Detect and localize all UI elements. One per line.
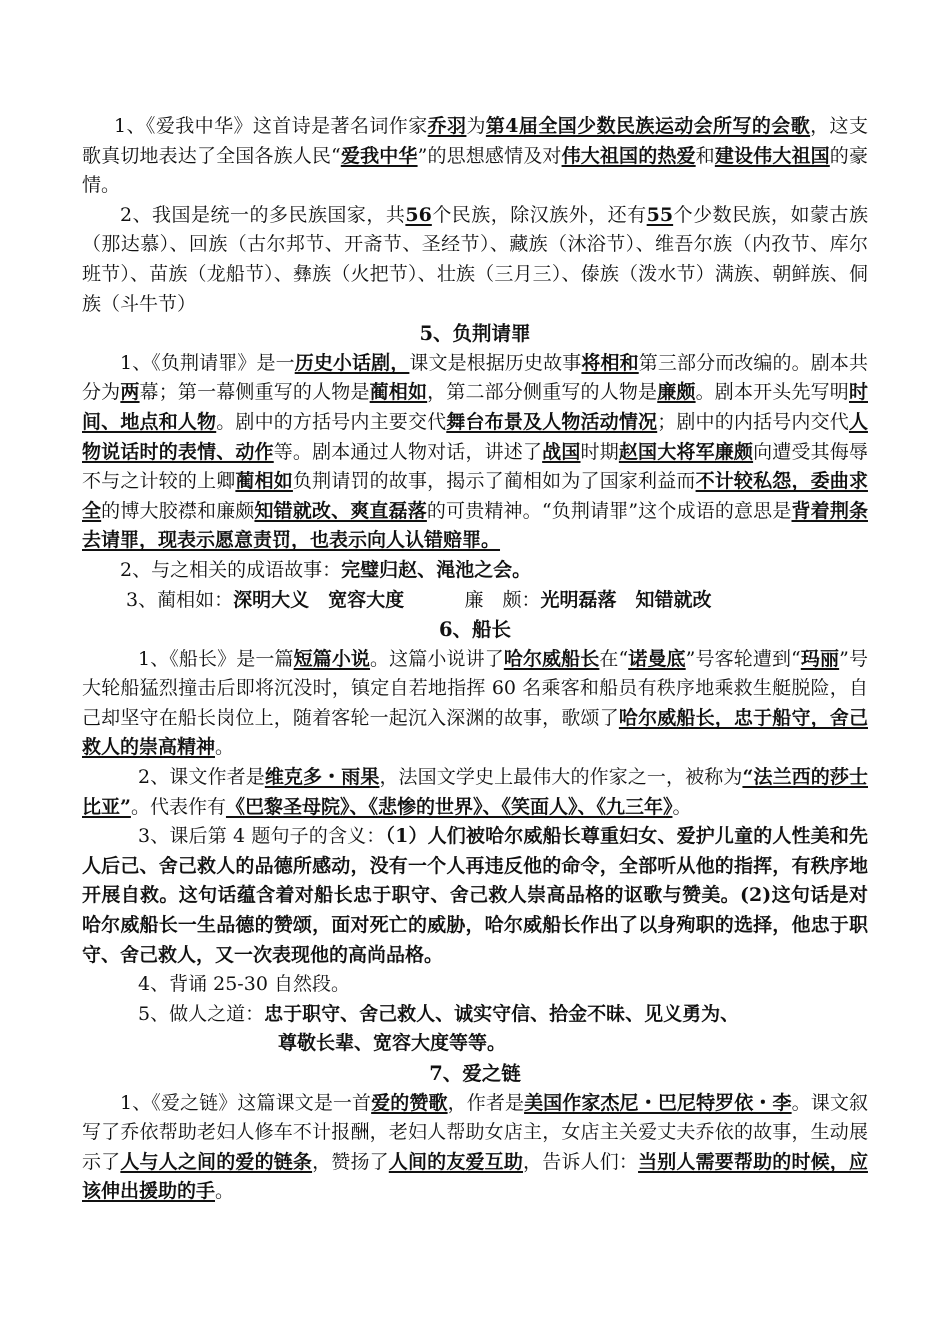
paragraph-ai-wo-zhonghua xyxy=(82,112,868,201)
key-term: 建设伟大祖国 xyxy=(714,144,830,167)
text: 。 xyxy=(672,795,692,818)
text: 个少数民族，如蒙古族（那达慕）、回族（古尔邦节、开斋节、圣经节）、藏族（沐浴节）、维吾尔族（内孜节、库尔班节）、苗族（龙船节）、彝族（火把节）、壮族（三月三）、傣族（泼水节）满族、朝鲜族、侗族（斗牛节） xyxy=(82,203,868,315)
key-term: 知错就改、爽直磊落 xyxy=(254,499,427,522)
text: 廉 颇： xyxy=(464,588,541,611)
key-term: 伟大祖国的热爱 xyxy=(561,144,696,167)
key-term: 战国 xyxy=(542,440,581,463)
text: 的博大胶襟和廉颇 xyxy=(101,499,255,522)
key-term: 光明磊落 知错就改 xyxy=(540,588,712,611)
text: ，这支歌真切地表达了全国各族人民“ xyxy=(82,115,868,167)
text: 在“ xyxy=(599,647,629,670)
key-term: 爱我中华 xyxy=(340,144,418,167)
text: 1、《爱我中华》这首诗是著名词作家 xyxy=(114,115,428,137)
key-term: 人物说话时的表情、动作 xyxy=(82,410,868,463)
text: 课文是根据历史故事 xyxy=(409,351,582,374)
key-term: 忠于职守、舍己救人、诚实守信、拾金不昧、见义勇为、 xyxy=(264,1002,740,1025)
key-term: “法兰西的莎士比亚” xyxy=(82,766,868,818)
text: 。课文叙写了乔依帮助老妇人修车不计报酬，老妇人帮助女店主，女店主关爱丈夫乔依的故事，生动展示了 xyxy=(82,1091,868,1173)
text: 。 xyxy=(215,1180,235,1203)
key-term: 背着荆条去请罪，现表示愿意责罚，也表示向人认错赔罪。 xyxy=(82,499,868,552)
text: 第三部分而改编的。剧本共分为 xyxy=(82,351,868,404)
key-term: 人间的友爱互助 xyxy=(388,1150,524,1173)
key-term: 维克多・雨果 xyxy=(264,766,380,789)
text: ；剧中的内括号内交代 xyxy=(657,410,849,433)
paragraph-related-idioms xyxy=(82,556,868,586)
key-term: 尊敬长辈、宽容大度等等。 xyxy=(278,1032,507,1055)
key-term: 《巴黎圣母院》、《悲惨的世界》、《笑面人》、《九三年》 xyxy=(225,795,673,818)
key-term: 深明大义 宽容大度 xyxy=(233,588,405,611)
paragraph-way-of-life-cont xyxy=(82,1029,868,1059)
key-term: 历史小话剧， xyxy=(294,351,410,374)
key-term: 蔺相如 xyxy=(235,470,293,493)
key-term: （1）人们被哈尔威船长尊重妇女、爱护儿童的人性美和先人后己、舍己救人的品德所感动，没有一个人再违反他的命令，全部听从他的指挥，有秩序地开展自救。这句话蕴含着对船长忠于职守、舍己救人崇高品格的讴歌与赞美。(2)这句话是对哈尔威船长一生品德的赞颂，面对死亡的威胁，哈尔威船长作出了以身殉职的选择，他忠于职守、舍己救人，又一次表现他的高尚品格。 xyxy=(82,825,868,966)
text: ，第二部分侧重写的人物是 xyxy=(427,381,658,404)
text: 向遭受其侮辱不与之计较的上卿 xyxy=(82,440,868,493)
text: ，告诉人们： xyxy=(523,1150,639,1173)
paragraph-author-hugo xyxy=(82,763,868,822)
key-term: 哈尔威船长，忠于船守，舍己救人的崇高精神 xyxy=(82,706,868,759)
key-term: 乔羽 xyxy=(427,115,467,137)
key-term: 短篇小说 xyxy=(293,647,371,670)
key-term: 时间、地点和人物 xyxy=(82,381,868,433)
text: 幕；第一幕侧重写的人物是 xyxy=(139,381,370,404)
text: 。 xyxy=(215,736,235,759)
paragraph-way-of-life xyxy=(82,1000,868,1030)
text: ，作者是 xyxy=(447,1091,525,1114)
text: 。代表作有 xyxy=(130,795,226,818)
text: 等。剧本通过人物对话，讲述了 xyxy=(273,440,543,463)
section-heading-5: 5、负荆请罪 xyxy=(419,322,531,346)
text: 2、与之相关的成语故事： xyxy=(120,558,342,581)
paragraph-recite: 4、背诵 25-30 自然段。 xyxy=(138,973,350,996)
key-term: 人与人之间的爱的链条 xyxy=(120,1150,313,1173)
paragraph-captain-story xyxy=(82,645,868,763)
text: 的豪情。 xyxy=(82,144,868,197)
text: 的可贵精神。“负荆请罪”这个成语的意思是 xyxy=(426,499,792,522)
key-term: 赵国大将军廉颇 xyxy=(618,440,754,463)
key-term: 舞台布景及人物活动情况 xyxy=(446,410,658,433)
text: ”号客轮遭到“ xyxy=(685,647,801,670)
paragraph-sentence-meaning xyxy=(82,822,868,970)
text: 3、课后第 4 题句子的含义： xyxy=(138,825,386,848)
key-term: 55 xyxy=(646,203,674,226)
key-term: 蔺相如 xyxy=(369,381,428,404)
paragraph-ethnic-groups xyxy=(82,201,868,319)
spacer xyxy=(404,589,464,611)
key-term: 第4届全国少数民族运动会所写的会歌 xyxy=(485,115,811,137)
text: 1、《爱之链》这篇课文是一首 xyxy=(120,1091,372,1114)
text: 2、我国是统一的多民族国家，共 xyxy=(120,203,406,226)
key-term: 完璧归赵、渑池之会。 xyxy=(341,558,532,581)
text: 1、《负荆请罪》是一 xyxy=(120,351,295,374)
text: 和 xyxy=(695,144,715,167)
text: 时期 xyxy=(580,440,619,463)
text: 。剧中的方括号内主要交代 xyxy=(216,410,447,433)
text: 1、《船长》是一篇 xyxy=(138,647,294,670)
key-term: 当别人需要帮助的时候，应该伸出援助的手 xyxy=(82,1150,868,1203)
section-heading-7: 7、爱之链 xyxy=(429,1062,521,1085)
text: 负荆请罚的故事，揭示了蔺相如为了国家利益而 xyxy=(292,470,696,493)
key-term: 玛丽 xyxy=(800,647,840,670)
text: ”的思想感情及对 xyxy=(417,144,562,167)
text: 为 xyxy=(466,115,486,137)
text: 。剧本开头先写明 xyxy=(695,381,849,404)
key-term: 廉颇 xyxy=(657,381,696,404)
key-term: 美国作家杰尼・巴尼特罗依・李 xyxy=(524,1091,792,1114)
text: ，法国文学史上最伟大的作家之一，被称为 xyxy=(379,766,743,789)
key-term: 56 xyxy=(405,203,432,226)
text: 。这篇小说讲了 xyxy=(370,647,504,670)
text: 个民族，除汉族外，还有 xyxy=(431,203,647,226)
paragraph-chain-of-love xyxy=(82,1089,868,1207)
text: ”号大轮船猛烈撞击后即将沉没时，镇定自若地指挥 60 名乘客和船员有秩序地乘救生艇脱险，自己却坚守在船长岗位上，随着客轮一起沉入深渊的故事，歌颂了 xyxy=(82,647,868,729)
text: 2、课文作者是 xyxy=(138,766,265,789)
paragraph-fu-jing-qing-zui xyxy=(82,349,868,556)
key-term: 将相和 xyxy=(581,351,639,374)
text: 3、蔺相如： xyxy=(126,588,234,611)
key-term: 不计较私怨，委曲求全 xyxy=(82,470,868,522)
text: 5、做人之道： xyxy=(138,1002,265,1025)
key-term: 诺曼底 xyxy=(628,647,686,670)
key-term: 爱的赞歌 xyxy=(371,1091,448,1114)
text: ，赞扬了 xyxy=(312,1150,389,1173)
key-term: 两 xyxy=(120,381,140,404)
document-body xyxy=(82,112,868,1207)
section-heading-6: 6、船长 xyxy=(438,618,512,642)
paragraph-character-traits xyxy=(82,586,868,616)
key-term: 哈尔威船长 xyxy=(503,647,600,670)
